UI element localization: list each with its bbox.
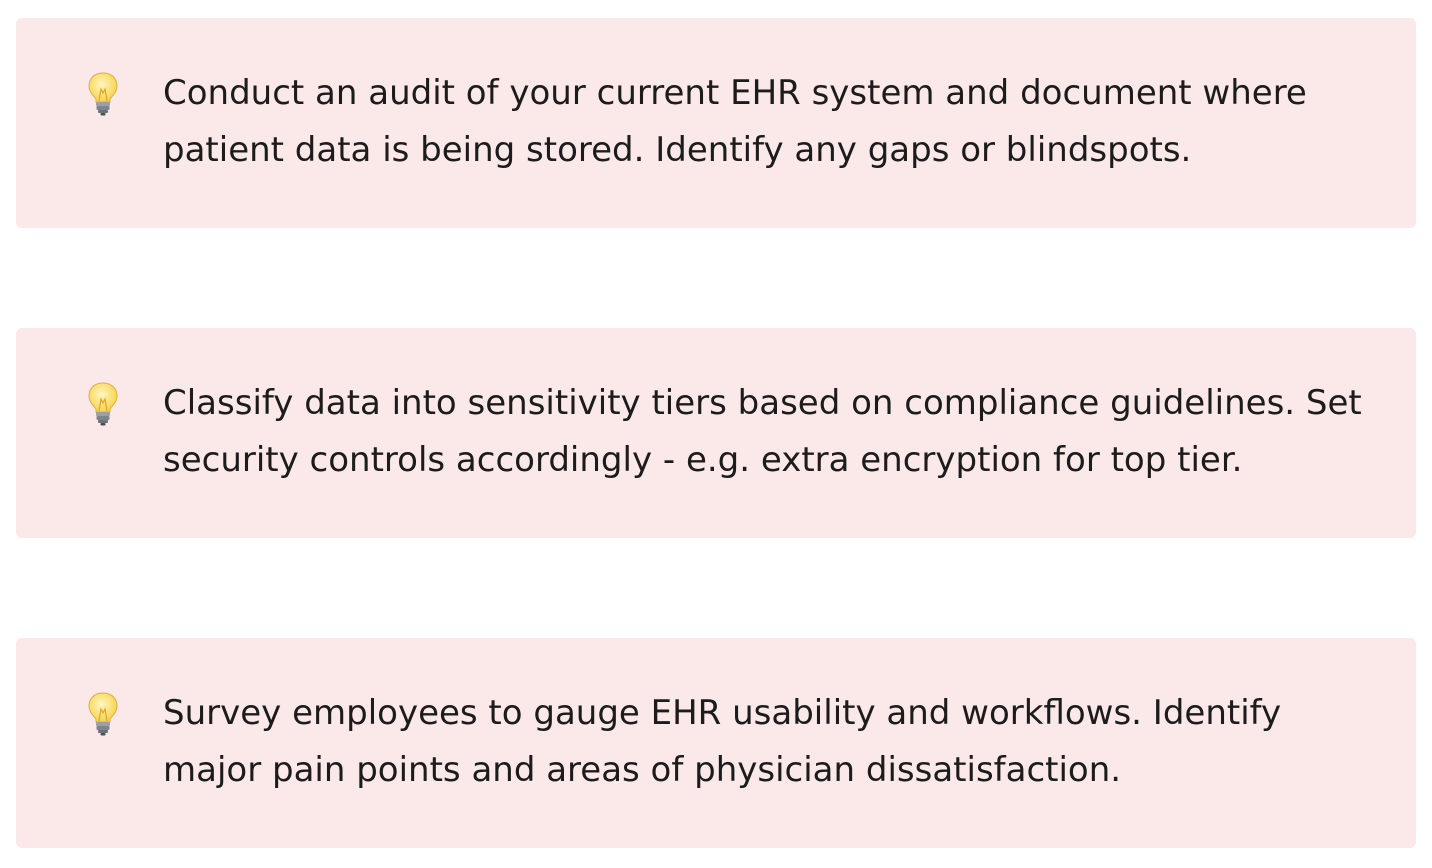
callout-1 <box>16 18 1416 228</box>
lightbulb-icon <box>86 691 120 737</box>
callout-text: Survey employees to gauge EHR usability and workflows. Identify major pain points and areas of physician dissatisfaction. <box>163 693 1282 790</box>
callout-text: Conduct an audit of your current EHR system and document where patient data is being stored. Identify any gaps or blindspots. <box>163 73 1307 170</box>
lightbulb-icon <box>86 381 120 427</box>
callout-3 <box>16 638 1416 848</box>
callout-2 <box>16 328 1416 538</box>
callout-text: Classify data into sensitivity tiers based on compliance guidelines. Set security controls accordingly - e.g. extra encryption for top tier. <box>163 383 1362 480</box>
lightbulb-icon <box>86 71 120 117</box>
